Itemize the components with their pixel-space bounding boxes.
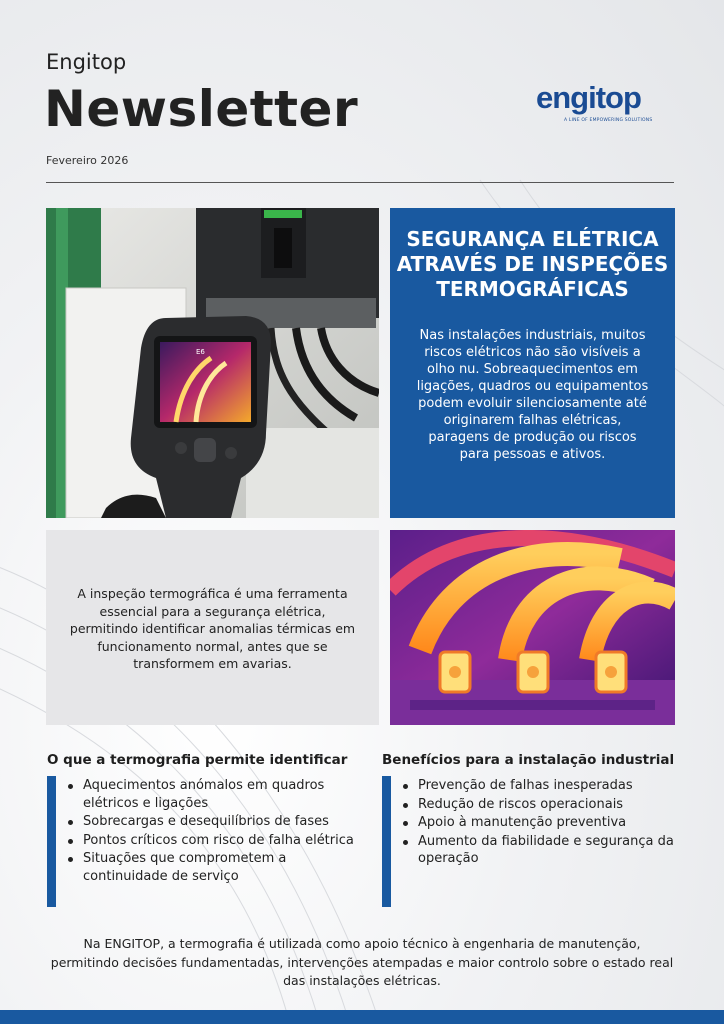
engitop-logo xyxy=(536,80,656,130)
footer-bar xyxy=(0,1010,724,1024)
brand-name: Engitop xyxy=(46,50,127,74)
thermal-camera-photo xyxy=(46,208,379,518)
list-item: Aquecimentos anómalos em quadros elétricos e ligações xyxy=(64,777,354,812)
hero-panel xyxy=(390,208,675,518)
hero-title: SEGURANÇA ELÉTRICA ATRAVÉS DE INSPEÇÕES TERMOGRÁFICAS xyxy=(396,227,669,301)
list-item: Pontos críticos com risco de falha elétrica xyxy=(64,832,354,850)
thermal-terminals-illustration xyxy=(390,530,675,725)
benefits-heading: Benefícios para a instalação industrial xyxy=(382,752,675,768)
callout-text: A inspeção termográfica é uma ferramenta essencial para a segurança elétrica, permitindo identificar anomalias térmicas em funcionamento normal, antes que se transformem em avarias. xyxy=(69,586,356,671)
list-item: Redução de riscos operacionais xyxy=(399,796,679,814)
header-divider xyxy=(46,182,674,183)
identify-heading: O que a termografia permite identificar xyxy=(47,752,348,768)
hero-intro: Nas instalações industriais, muitos riscos elétricos não são visíveis a olho nu. Sobreaquecimentos em ligações, quadros ou equipamentos podem evoluir silenciosamente até originarem falhas elétricas, paragens de produção ou riscos para pessoas e ativos. xyxy=(416,328,649,462)
list-item: Sobrecargas e desequilíbrios de fases xyxy=(64,813,354,831)
identify-list xyxy=(64,777,354,886)
footer-statement: Na ENGITOP, a termografia é utilizada como apoio técnico à engenharia de manutenção, permitindo decisões fundamentadas, intervenções atempadas e maior controlo sobre o estado real das instalações elétricas. xyxy=(50,936,674,988)
camera-screen-label: E6 xyxy=(196,348,205,356)
list-item: Aumento da fiabilidade e segurança da operação xyxy=(399,833,679,868)
benefits-accent-bar xyxy=(382,776,391,907)
list-item: Apoio à manutenção preventiva xyxy=(399,814,679,832)
newsletter-title: Newsletter xyxy=(44,80,359,138)
issue-date: Fevereiro 2026 xyxy=(46,154,129,167)
callout-panel xyxy=(46,530,379,725)
list-item: Situações que comprometem a continuidade de serviço xyxy=(64,850,354,885)
identify-accent-bar xyxy=(47,776,56,907)
thermal-camera-illustration xyxy=(46,208,379,518)
list-item: Prevenção de falhas inesperadas xyxy=(399,777,679,795)
benefits-list xyxy=(399,777,679,869)
logo-tagline: A LINE OF EMPOWERING SOLUTIONS xyxy=(564,118,653,123)
thermal-image-photo xyxy=(390,530,675,725)
logo-wordmark: engitop xyxy=(536,80,641,115)
